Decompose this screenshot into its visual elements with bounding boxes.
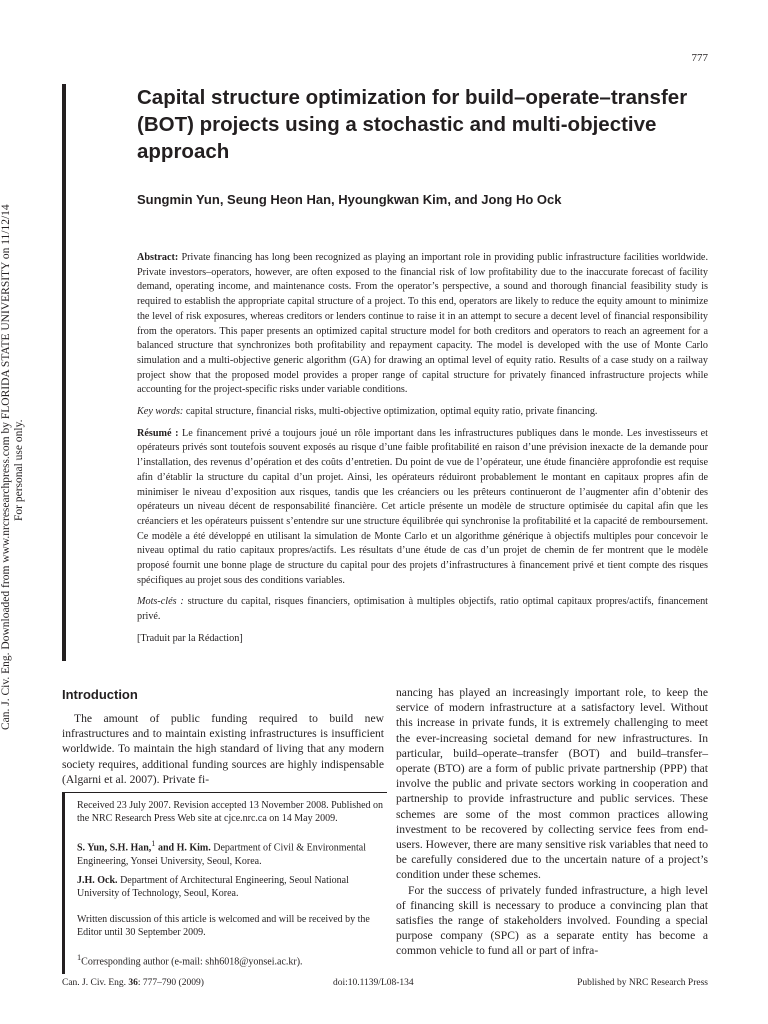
download-watermark-line1: Can. J. Civ. Eng. Downloaded from www.nrcresearchpress.com by FLORIDA STATE UNIVERSITY on 11/12/14 xyxy=(0,204,12,730)
intro-right-column xyxy=(396,685,708,959)
abstract-text: Private financing has long been recognized as playing an important role in providing public infrastructure facilities worldwide. Private investors–operators, however, are often exposed to the financial risk of low profitability due to the inaccurate forecast of facility demand, operating income, and maintenance costs. From the operator’s perspective, a sound and thorough financial feasibility study is required to establish the appropriate capital structure of a project. To this end, operators are likely to reduce the equity amount to minimize the level of risk exposures, whereas creditors or lenders continue to raise it in an attempt to secure a decent level of financial responsibility from the operators. This paper presents an optimized capital structure model for both creditors and operators to reach an agreement for a balanced structure that synchronizes both profitability and repayment capacity. The model is developed with the use of Monte Carlo simulation and a multi-objective generic algorithm (GA) for drawing an optimal level of equity ratio. Results of a case study on a railway project show that the proposed model provides a proper range of capital structure for privately financed infrastructure projects while accounting for the project-specific risks under variable conditions. xyxy=(137,252,708,396)
keywords-label: Key words: xyxy=(137,406,184,418)
intro-paragraph-continued: nancing has played an increasingly important role, to keep the service of modern infrastructure at a satisfactory level. Without this increase in private funds, it is extremely challenging to meet the ever-increasing societal demand for new infrastructures. In particular, build–operate–transfer (BOT) and build–transfer–operate (BTO) are a form of public private partnership (PPP) that involve the public and private sectors working in cooperation and partnership to provide infrastructure and public services. These schemes are some of the most common practices allowing investment to be recovered by collecting service fees from end-users. However, there are many sensitive risk variables that need to be carefully considered due to the uncertain nature of a project’s condition under these schemes. xyxy=(396,686,708,882)
corresponding-author xyxy=(77,945,387,969)
download-watermark-line2: For personal use only. xyxy=(13,419,25,521)
abstract-paragraph xyxy=(137,251,708,398)
affiliation-1-text: Department of Civil & Environmental Engineering, Yonsei University, Seoul, Korea. xyxy=(77,842,367,867)
article-title: Capital structure optimization for build–operate–transfer (BOT) projects using a stochastic and multi-objective approach xyxy=(137,86,688,163)
affiliation-1-footnote-mark: 1 xyxy=(151,839,156,849)
motscles-label: Mots-clés : xyxy=(137,596,184,608)
affiliation-1-and: and H. Kim. xyxy=(155,842,211,854)
page-number: 777 xyxy=(691,52,708,64)
abstract-block xyxy=(137,251,708,654)
keywords-paragraph xyxy=(137,405,708,420)
footer-citation xyxy=(62,978,204,988)
corresponding-author-text: Corresponding author (e-mail: shh6018@yonsei.ac.kr). xyxy=(81,956,303,968)
translation-note: [Traduit par la Rédaction] xyxy=(137,632,243,644)
affiliation-1-names: S. Yun, S.H. Han, xyxy=(77,842,152,854)
intro-paragraph-2: For the success of privately funded infrastructure, a high level of financing skill is necessary to produce a convincing plan that satisfies the range of stakeholders involved. Founding a special purpose company (SPC) as a separate entity has become a common vehicle to fund all or part of infra- xyxy=(396,883,708,958)
article-notes-box xyxy=(62,792,387,974)
corresponding-footnote-mark: 1 xyxy=(77,952,82,962)
author-list: Sungmin Yun, Seung Heon Han, Hyoungkwan Kim, and Jong Ho Ock xyxy=(137,192,562,207)
resume-label: Résumé : xyxy=(137,427,179,439)
footer-pages: : 777–790 (2009) xyxy=(137,978,204,988)
abstract-label: Abstract: xyxy=(137,252,179,263)
title-rule xyxy=(62,84,66,661)
resume-text: Le financement privé a toujours joué un rôle important dans les infrastructures publiques dans le monde. Les investisseurs et opérateurs privés sont toutefois souvent exposés au risque d’une faible profitabilité en raison d’une prévision inexacte de la demande pour l’installation, des revenus d’opération et des coûts d’entretien. Du point de vue de l’opérateur, une étude financière approfondie est requise afin d’établir la structure du capital d’un projet. Ainsi, les opérateurs réduiront probablement le montant en capitaux propres afin de minimiser le niveau d’exposition aux risques, tandis que les créanciers ou les prêteurs continueront de l’augmenter afin d’obtenir des opérateurs un niveau décent de responsabilité financière. Cet article présente un modèle de structure optimisée du capital afin que les créanciers et les opérateurs puissent s’entendre sur une structure équilibrée qui synchronise la profitabilité et la capacité de remboursement. Ce modèle a été développé en utilisant la simulation de Monte Carlo et un algorithme générique à objectifs multiples pour concevoir le niveau optimal du ratio capitaux propres/actifs. Les résultats d’une étude de cas d’un projet de chemin de fer montrent que le modèle proposé fournit une bonne plage de structure du capital pour des projets d’infrastructures à financement privé et tient compte des risques spécifiques au projet sous des conditions variables. xyxy=(137,427,708,586)
affiliation-2-names: J.H. Ock. xyxy=(77,875,118,887)
footer-publisher: Published by NRC Research Press xyxy=(577,978,708,988)
received-note: Received 23 July 2007. Revision accepted 13 November 2008. Published on the NRC Research Press Web site at cjce.nrc.ca on 14 May 2009. xyxy=(65,792,387,825)
affiliation-1 xyxy=(77,831,387,868)
intro-left-column: The amount of public funding required to build new infrastructures and to maintain existing infrastructures is insufficient worldwide. To maintain the high standard of living that any modern society requires, additional funding sources are highly indispensable (Algarni et al. 2007). Private fi- xyxy=(62,712,384,786)
footer-doi: doi:10.1139/L08-134 xyxy=(333,978,414,988)
resume-paragraph xyxy=(137,427,708,589)
introduction-heading: Introduction xyxy=(62,687,138,702)
motscles-text: structure du capital, risques financiers, optimisation à multiples objectifs, ratio optimal capitaux propres/actifs, financement privé. xyxy=(137,596,709,623)
affiliation-2 xyxy=(77,868,387,900)
motscles-paragraph xyxy=(137,595,708,624)
download-watermark xyxy=(0,204,26,730)
keywords-text: capital structure, financial risks, multi-objective optimization, optimal equity ratio, private financing. xyxy=(185,406,598,418)
footer-volume: 36 xyxy=(128,978,138,988)
discussion-note: Written discussion of this article is welcomed and will be received by the Editor until 30 September 2009. xyxy=(77,913,370,938)
affiliation-2-text: Department of Architectural Engineering, Seoul National University of Technology, Seoul, Korea. xyxy=(77,875,349,900)
footer-journal: Can. J. Civ. Eng. xyxy=(62,978,129,988)
